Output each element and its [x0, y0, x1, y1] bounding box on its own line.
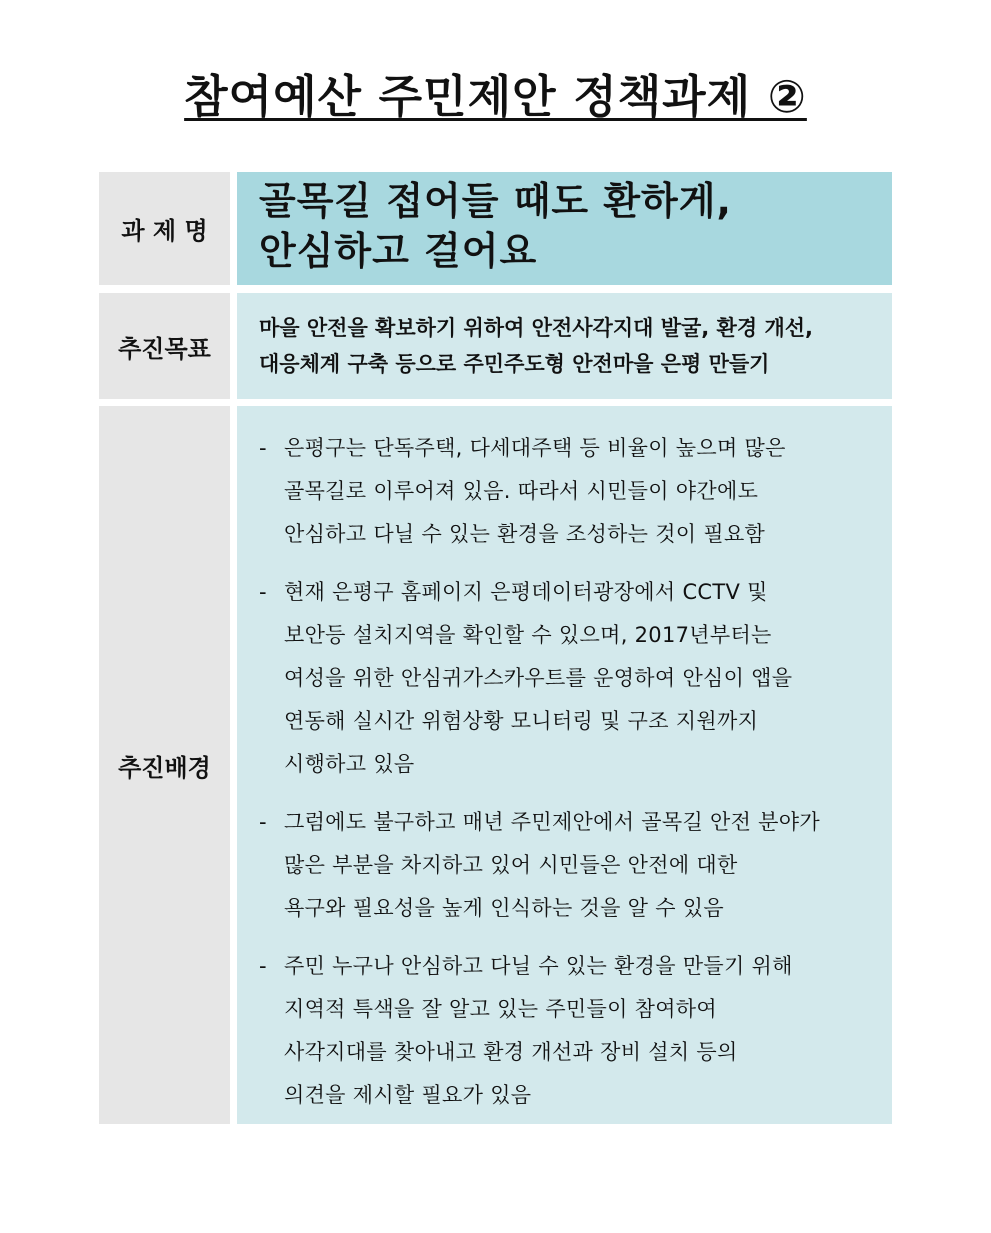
bullet-dash: -: [259, 580, 267, 604]
task-name-line: 골목길 접어들 때도 환하게,: [259, 179, 732, 223]
bullet-line: 연동해 실시간 위험상황 모니터링 및 구조 지원까지: [284, 709, 759, 733]
label-background: 추진배경: [99, 406, 230, 1124]
goal-line: 마을 안전을 확보하기 위하여 안전사각지대 발굴, 환경 개선,: [259, 316, 813, 340]
bullet-line: 여성을 위한 안심귀가스카우트를 운영하여 안심이 앱을: [284, 666, 793, 690]
goal-line: 대응체계 구축 등으로 주민주도형 안전마을 은평 만들기: [259, 352, 770, 376]
bullet-line: 지역적 특색을 잘 알고 있는 주민들이 참여하여: [284, 997, 717, 1021]
bullet-line: 의견을 제시할 필요가 있음: [284, 1083, 532, 1107]
background-bullet: [259, 427, 892, 556]
bullet-dash: -: [259, 436, 267, 460]
bullet-line: 시행하고 있음: [284, 752, 415, 776]
background-bullet: [259, 571, 892, 786]
bullet-line: 주민 누구나 안심하고 다닐 수 있는 환경을 만들기 위해: [284, 954, 793, 978]
background-bullet: [259, 945, 892, 1117]
bullet-dash: -: [259, 954, 267, 978]
bullet-line: 현재 은평구 홈페이지 은평데이터광장에서 CCTV 및: [284, 580, 768, 604]
bullet-dash: -: [259, 810, 267, 834]
goal-cell: [237, 293, 892, 399]
bullet-line: 많은 부분을 차지하고 있어 시민들은 안전에 대한: [284, 853, 738, 877]
label-task-name: 과 제 명: [99, 172, 230, 285]
bullet-line: 골목길로 이루어져 있음. 따라서 시민들이 야간에도: [284, 479, 759, 503]
bullet-line: 보안등 설치지역을 확인할 수 있으며, 2017년부터는: [284, 623, 772, 647]
task-name-line: 안심하고 걸어요: [259, 229, 538, 273]
bullet-line: 사각지대를 찾아내고 환경 개선과 장비 설치 등의: [284, 1040, 738, 1064]
label-goal: 추진목표: [99, 293, 230, 399]
page-title: 참여예산 주민제안 정책과제 ②: [184, 70, 807, 123]
bullet-line: 욕구와 필요성을 높게 인식하는 것을 알 수 있음: [284, 896, 724, 920]
background-bullet: [259, 801, 892, 930]
background-cell: [237, 406, 892, 1124]
bullet-line: 안심하고 다닐 수 있는 환경을 조성하는 것이 필요함: [284, 522, 766, 546]
task-name-cell: [237, 172, 892, 285]
bullet-line: 은평구는 단독주택, 다세대주택 등 비율이 높으며 많은: [284, 436, 786, 460]
bullet-line: 그럼에도 불구하고 매년 주민제안에서 골목길 안전 분야가: [284, 810, 820, 834]
